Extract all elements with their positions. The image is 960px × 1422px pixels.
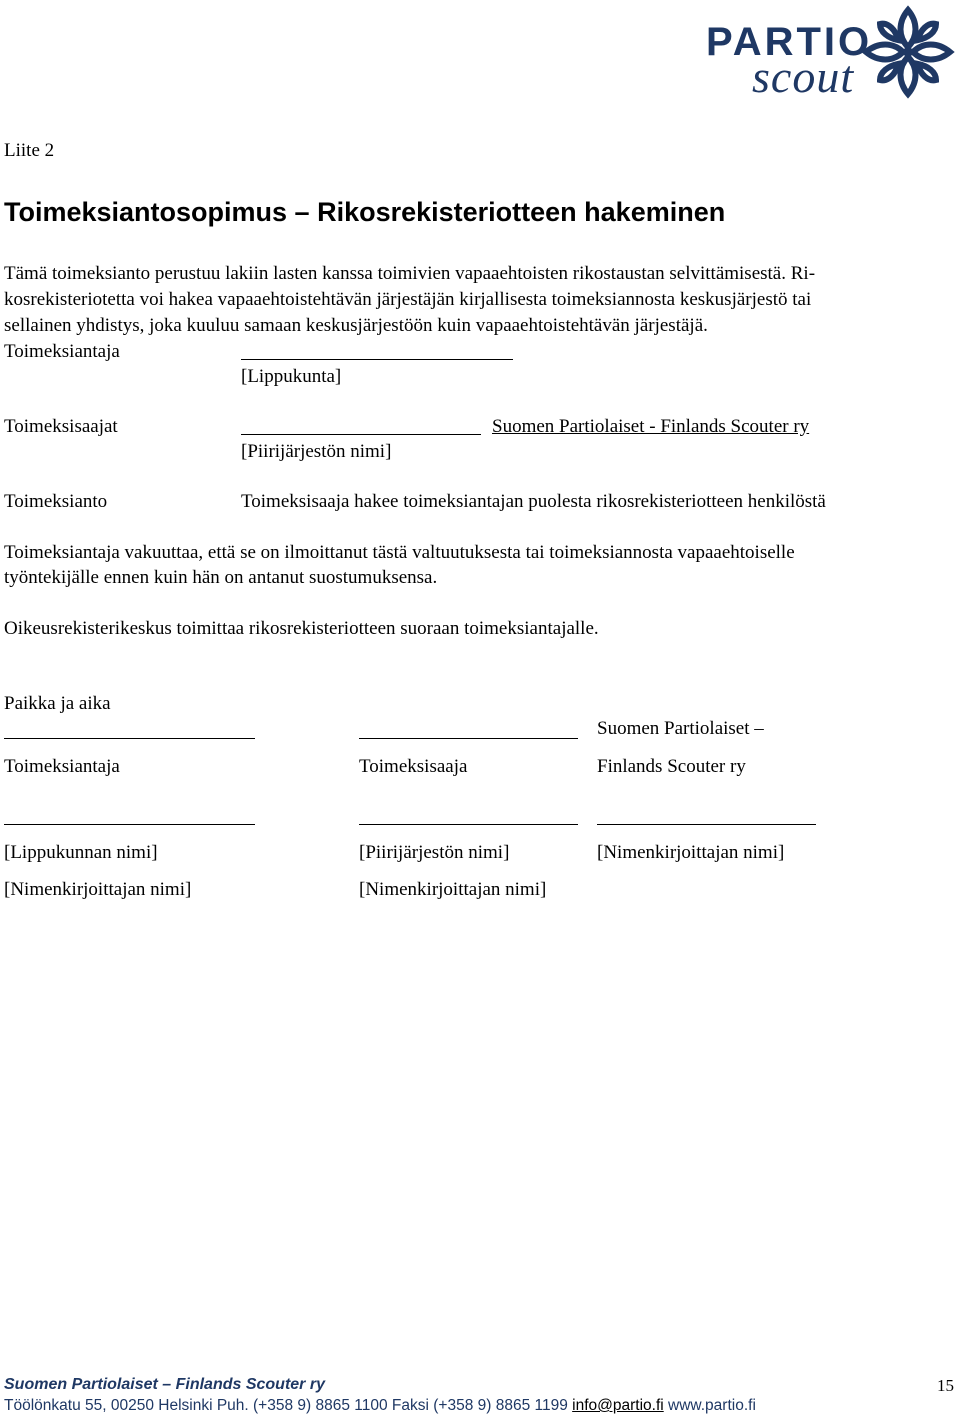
signature-col2-title: Toimeksisaaja [359,756,468,777]
signature-col1-name: [Lippukunnan nimi] [4,842,158,863]
central-org-name: Suomen Partiolaiset - Finlands Scouter ry [492,416,810,437]
page-number: 15 [937,1376,954,1395]
partio-scout-logo [700,0,960,105]
intro-line-3: sellainen yhdistys, joka kuuluu samaan keskusjärjestöön kuin vapaaehtoistehtävän järjestäjä. [4,315,708,336]
signature-line-toimeksiantaja [4,738,255,739]
signature-col2-signer: [Nimenkirjoittajan nimi] [359,879,547,900]
signature-col3-name: [Nimenkirjoittajan nimi] [597,842,785,863]
logo-word-partio: PARTIO [706,20,873,64]
signature-col3-title-2: Finlands Scouter ry [597,756,746,777]
signature-col1-signer: [Nimenkirjoittajan nimi] [4,879,192,900]
name-line-col1 [4,824,255,825]
footer-org-name: Suomen Partiolaiset – Finlands Scouter ry [4,1376,325,1393]
piirijarjesto-blank-line [241,434,481,435]
signature-col2-name: [Piirijärjestön nimi] [359,842,510,863]
intro-line-2: kosrekisteriotetta voi hakea vapaaehtoistehtävän järjestäjän kirjallisesta toimeksiannosta keskusjärjestö tai [4,289,812,310]
intro-line-1: Tämä toimeksianto perustuu lakiin lasten kanssa toimivien vapaaehtoisten rikostaustan selvittämisestä. Ri- [4,263,816,284]
name-line-col3 [597,824,816,825]
footer-address: Töölönkatu 55, 00250 Helsinki Puh. (+358 9) 8865 1100 Faksi (+358 9) 8865 1199 [4,1397,573,1414]
toimeksisaajat-label: Toimeksisaajat [4,416,118,437]
footer-contact [4,1397,756,1415]
toimeksianto-text: Toimeksisaaja hakee toimeksiantajan puolesta rikosrekisteriotteen henkilöstä [241,491,826,512]
place-time-label: Paikka ja aika [4,693,111,714]
assurance-line-2: työntekijälle ennen kuin hän on antanut suostumuksensa. [4,567,438,588]
signature-line-toimeksisaaja [359,738,578,739]
footer-website[interactable]: www.partio.fi [663,1397,756,1414]
signature-col1-title: Toimeksiantaja [4,756,120,777]
page-title: Toimeksiantosopimus – Rikosrekisteriotteen hakeminen [4,197,726,227]
signature-col3-title-1: Suomen Partiolaiset – [597,718,764,739]
assurance-line-1: Toimeksiantaja vakuuttaa, että se on ilmoittanut tästä valtuutuksesta tai toimeksiannosta vapaaehtoiselle [4,542,795,563]
name-line-col2 [359,824,578,825]
delivery-statement: Oikeusrekisterikeskus toimittaa rikosrekisteriotteen suoraan toimeksiantajalle. [4,618,599,639]
scout-lily-emblem-icon [858,2,958,102]
attachment-label: Liite 2 [4,140,55,161]
toimeksiantaja-blank-line [241,359,513,360]
toimeksiantaja-label: Toimeksiantaja [4,341,120,362]
toimeksianto-label: Toimeksianto [4,491,108,512]
lippukunta-hint: [Lippukunta] [241,366,342,387]
piirijarjesto-hint: [Piirijärjestön nimi] [241,441,392,462]
footer-email-link[interactable]: info@partio.fi [572,1397,664,1414]
logo-word-scout: scout [752,51,855,102]
